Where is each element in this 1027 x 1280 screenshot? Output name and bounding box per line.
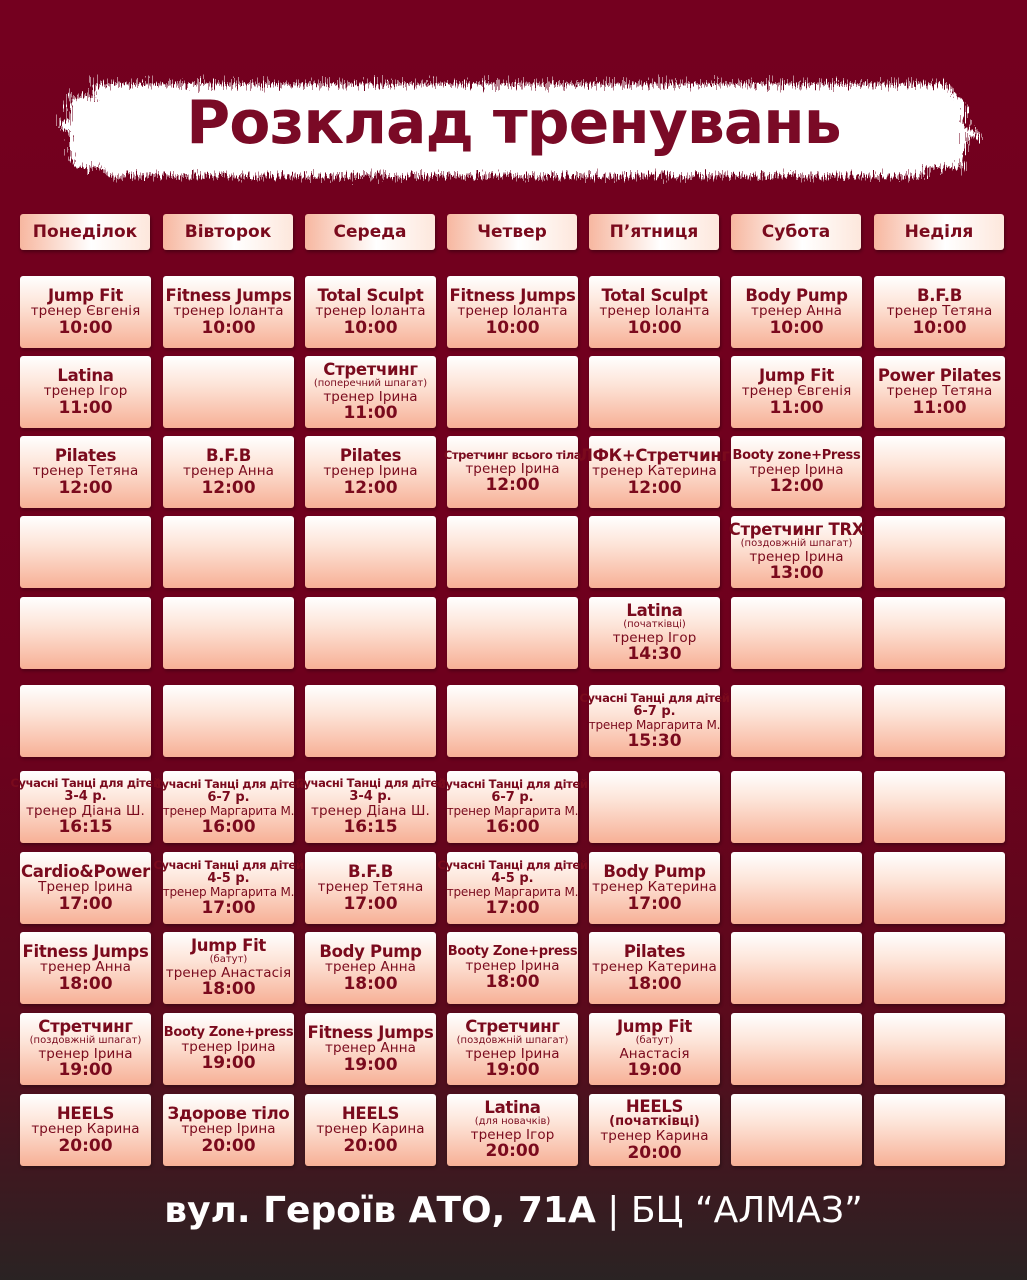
class-slot bbox=[728, 516, 865, 588]
class-name: Body Pump bbox=[319, 941, 422, 961]
street-address: вул. Героїв АТО, 71А bbox=[164, 1190, 596, 1231]
class-slot bbox=[731, 276, 862, 348]
class-name: Сучасні Танці для дітей bbox=[437, 858, 588, 873]
class-note: 3-4 р. bbox=[349, 788, 392, 804]
class-name: ЛФК+Стретчинг bbox=[579, 445, 730, 465]
class-slot bbox=[589, 597, 720, 669]
class-trainer: Анастасія bbox=[619, 1045, 690, 1062]
class-slot bbox=[589, 1094, 720, 1166]
class-name: Pilates bbox=[54, 445, 117, 465]
class-note: 4-5 р. bbox=[207, 870, 250, 886]
class-slot bbox=[874, 276, 1005, 348]
empty-slot bbox=[874, 771, 1005, 843]
class-trainer: тренер Діана Ш. bbox=[26, 802, 145, 819]
class-trainer: тренер Іоланта bbox=[173, 303, 284, 320]
empty-slot bbox=[20, 597, 151, 669]
class-name: B.F.B bbox=[347, 861, 394, 881]
class-time: 19:00 bbox=[485, 1060, 540, 1081]
class-slot bbox=[163, 276, 294, 348]
class-name: Body Pump bbox=[745, 285, 848, 305]
address-separator: | bbox=[607, 1190, 620, 1231]
class-slot bbox=[447, 932, 578, 1004]
class-trainer: тренер Ігор bbox=[43, 383, 128, 400]
class-name: HEELS bbox=[625, 1096, 684, 1116]
business-center-name: БЦ “АЛМАЗ” bbox=[630, 1190, 863, 1231]
class-slot bbox=[589, 932, 720, 1004]
class-slot bbox=[20, 436, 151, 508]
class-time: 12:00 bbox=[485, 475, 540, 496]
day-header-monday: Понеділок bbox=[20, 214, 150, 250]
class-trainer: тренер Євгенія bbox=[741, 383, 852, 400]
class-trainer: тренер Іоланта bbox=[457, 303, 568, 320]
class-slot bbox=[10, 771, 161, 843]
class-trainer: тренер Ірина bbox=[465, 1045, 560, 1062]
class-name: Стретчинг bbox=[465, 1017, 560, 1037]
empty-slot bbox=[447, 516, 578, 588]
class-name: Latina bbox=[57, 365, 114, 385]
class-time: 10:00 bbox=[58, 318, 113, 339]
empty-slot bbox=[305, 597, 436, 669]
class-slot bbox=[153, 852, 304, 924]
class-slot bbox=[305, 932, 436, 1004]
class-time: 16:00 bbox=[485, 816, 540, 837]
class-name: HEELS bbox=[56, 1103, 115, 1123]
class-slot bbox=[163, 1013, 294, 1085]
class-time: 10:00 bbox=[912, 318, 967, 339]
class-trainer: тренер Анна bbox=[751, 303, 842, 320]
class-name: Jump Fit bbox=[190, 936, 267, 956]
class-time: 20:00 bbox=[343, 1136, 398, 1157]
class-slot bbox=[731, 356, 862, 428]
class-time: 17:00 bbox=[485, 897, 540, 918]
class-time: 19:00 bbox=[343, 1055, 398, 1076]
class-name: Сучасні Танці для дітей bbox=[579, 691, 730, 706]
empty-slot bbox=[874, 1094, 1005, 1166]
class-trainer: тренер Ірина bbox=[38, 1045, 133, 1062]
empty-slot bbox=[20, 516, 151, 588]
class-trainer: тренер Анна bbox=[325, 1040, 416, 1057]
class-time: 10:00 bbox=[627, 318, 682, 339]
class-trainer: тренер Ірина bbox=[749, 461, 844, 478]
class-slot bbox=[20, 276, 151, 348]
class-note: (початківці) bbox=[623, 619, 686, 631]
class-name: Pilates bbox=[339, 445, 402, 465]
empty-slot bbox=[874, 516, 1005, 588]
class-time: 18:00 bbox=[58, 974, 113, 995]
class-name: Body Pump bbox=[603, 861, 706, 881]
class-slot bbox=[305, 436, 436, 508]
class-name: Cardio&Power bbox=[21, 861, 150, 881]
class-slot bbox=[305, 852, 436, 924]
class-trainer: тренер Ірина bbox=[465, 460, 560, 477]
class-name: Latina bbox=[626, 601, 683, 621]
class-trainer: тренер Тетяна bbox=[32, 463, 139, 480]
class-name: Booty Zone+press bbox=[163, 1024, 294, 1040]
class-time: 20:00 bbox=[627, 1143, 682, 1164]
class-name: HEELS bbox=[341, 1103, 400, 1123]
class-trainer: тренер Карина bbox=[31, 1121, 140, 1138]
class-slot bbox=[437, 852, 588, 924]
class-trainer: тренер Маргарита М. bbox=[162, 803, 295, 818]
class-name: Стретчинг всього тіла bbox=[443, 448, 582, 463]
empty-slot bbox=[589, 356, 720, 428]
class-name: Fitness Jumps bbox=[449, 285, 576, 305]
class-time: 12:00 bbox=[58, 478, 113, 499]
class-trainer: тренер Ірина bbox=[181, 1038, 276, 1055]
class-time: 16:15 bbox=[343, 817, 398, 838]
class-trainer: тренер Діана Ш. bbox=[311, 802, 430, 819]
class-name: Booty zone+Press bbox=[732, 447, 861, 463]
class-time: 18:00 bbox=[485, 972, 540, 993]
class-slot bbox=[447, 1013, 578, 1085]
class-slot bbox=[163, 436, 294, 508]
class-trainer: тренер Карина bbox=[316, 1121, 425, 1138]
class-time: 14:30 bbox=[627, 644, 682, 665]
day-header-friday: П’ятниця bbox=[589, 214, 719, 250]
empty-slot bbox=[874, 597, 1005, 669]
class-slot bbox=[447, 276, 578, 348]
class-time: 18:00 bbox=[343, 974, 398, 995]
empty-slot bbox=[447, 356, 578, 428]
class-trainer: тренер Ірина bbox=[323, 463, 418, 480]
class-trainer: Тренер Ірина bbox=[38, 879, 133, 896]
class-slot bbox=[447, 1094, 578, 1166]
class-slot bbox=[579, 685, 730, 757]
class-name: Здорове тіло bbox=[167, 1103, 290, 1123]
class-time: 18:00 bbox=[201, 979, 256, 1000]
empty-slot bbox=[874, 852, 1005, 924]
class-trainer: тренер Маргарита М. bbox=[446, 803, 579, 818]
class-trainer: тренер Анастасія bbox=[165, 964, 292, 981]
class-slot bbox=[305, 356, 436, 428]
class-trainer: тренер Тетяна bbox=[886, 383, 993, 400]
class-note: 3-4 р. bbox=[64, 788, 107, 804]
empty-slot bbox=[731, 932, 862, 1004]
day-header-thursday: Четвер bbox=[447, 214, 577, 250]
class-trainer: тренер Карина bbox=[600, 1128, 709, 1145]
class-name: Pilates bbox=[623, 941, 686, 961]
class-note: (поздовжній шпагат) bbox=[740, 538, 853, 550]
empty-slot bbox=[874, 685, 1005, 757]
class-time: 16:00 bbox=[201, 816, 256, 837]
class-slot bbox=[20, 1094, 151, 1166]
class-trainer: тренер Ігор bbox=[612, 629, 697, 646]
address-footer bbox=[0, 1190, 1027, 1231]
class-name: B.F.B bbox=[205, 445, 252, 465]
class-slot bbox=[589, 1013, 720, 1085]
day-header-tuesday: Вівторок bbox=[163, 214, 293, 250]
class-name: Fitness Jumps bbox=[165, 285, 292, 305]
class-slot bbox=[20, 1013, 151, 1085]
class-trainer: тренер Ірина bbox=[749, 548, 844, 565]
empty-slot bbox=[731, 1094, 862, 1166]
class-name: Fitness Jumps bbox=[22, 941, 149, 961]
class-name: Jump Fit bbox=[758, 365, 835, 385]
class-time: 16:15 bbox=[58, 817, 113, 838]
class-slot bbox=[295, 771, 446, 843]
empty-slot bbox=[874, 1013, 1005, 1085]
class-time: 12:00 bbox=[769, 476, 824, 497]
class-slot bbox=[20, 852, 151, 924]
class-name: Total Sculpt bbox=[317, 285, 424, 305]
class-time: 12:00 bbox=[201, 478, 256, 499]
empty-slot bbox=[874, 932, 1005, 1004]
class-trainer: тренер Анна bbox=[325, 959, 416, 976]
class-time: 12:00 bbox=[627, 478, 682, 499]
empty-slot bbox=[731, 597, 862, 669]
class-time: 12:00 bbox=[343, 478, 398, 499]
class-note: 6-7 р. bbox=[633, 703, 676, 719]
class-time: 10:00 bbox=[485, 318, 540, 339]
class-trainer: тренер Ірина bbox=[465, 957, 560, 974]
class-slot bbox=[163, 932, 294, 1004]
empty-slot bbox=[589, 516, 720, 588]
class-trainer: тренер Маргарита М. bbox=[162, 884, 295, 899]
class-slot bbox=[153, 771, 304, 843]
class-name: Стретчинг bbox=[323, 360, 418, 380]
class-name: Сучасні Танці для дітей bbox=[10, 776, 161, 791]
class-time: 11:00 bbox=[769, 398, 824, 419]
class-slot bbox=[437, 771, 588, 843]
class-note: (для новачків) bbox=[474, 1116, 551, 1128]
class-trainer: тренер Євгенія bbox=[30, 303, 141, 320]
class-note: 6-7 р. bbox=[207, 789, 250, 805]
class-note: (батут) bbox=[209, 954, 248, 966]
empty-slot bbox=[305, 516, 436, 588]
class-time: 19:00 bbox=[627, 1060, 682, 1081]
class-name: Jump Fit bbox=[616, 1017, 693, 1037]
class-name: Power Pilates bbox=[877, 365, 1002, 385]
class-note: (початківці) bbox=[609, 1114, 700, 1130]
class-slot bbox=[163, 1094, 294, 1166]
class-time: 10:00 bbox=[769, 318, 824, 339]
day-header-wednesday: Середа bbox=[305, 214, 435, 250]
class-trainer: тренер Катерина bbox=[592, 959, 717, 976]
day-header-saturday: Субота bbox=[731, 214, 861, 250]
class-name: B.F.B bbox=[916, 285, 963, 305]
class-trainer: тренер Катерина bbox=[592, 879, 717, 896]
class-time: 15:30 bbox=[627, 730, 682, 751]
class-trainer: тренер Маргарита М. bbox=[588, 717, 721, 732]
class-name: Сучасні Танці для дітей bbox=[153, 777, 304, 792]
class-note: (поздовжній шпагат) bbox=[456, 1035, 569, 1047]
class-time: 17:00 bbox=[58, 894, 113, 915]
class-trainer: тренер Анна bbox=[40, 959, 131, 976]
empty-slot bbox=[874, 436, 1005, 508]
day-header-sunday: Неділя bbox=[874, 214, 1004, 250]
class-trainer: тренер Катерина bbox=[592, 463, 717, 480]
class-time: 11:00 bbox=[58, 398, 113, 419]
class-time: 20:00 bbox=[201, 1136, 256, 1157]
class-trainer: тренер Анна bbox=[183, 463, 274, 480]
class-note: (поздовжній шпагат) bbox=[29, 1035, 142, 1047]
class-name: Total Sculpt bbox=[601, 285, 708, 305]
class-time: 13:00 bbox=[769, 563, 824, 584]
class-note: (батут) bbox=[635, 1035, 674, 1047]
class-time: 10:00 bbox=[201, 318, 256, 339]
class-time: 18:00 bbox=[627, 974, 682, 995]
class-slot bbox=[20, 356, 151, 428]
class-slot bbox=[589, 852, 720, 924]
class-time: 11:00 bbox=[912, 398, 967, 419]
class-time: 19:00 bbox=[201, 1053, 256, 1074]
class-time: 17:00 bbox=[343, 894, 398, 915]
empty-slot bbox=[731, 771, 862, 843]
class-time: 17:00 bbox=[627, 894, 682, 915]
class-slot bbox=[305, 1013, 436, 1085]
class-trainer: тренер Ігор bbox=[470, 1126, 555, 1143]
class-note: 4-5 р. bbox=[491, 870, 534, 886]
empty-slot bbox=[20, 685, 151, 757]
empty-slot bbox=[163, 597, 294, 669]
class-name: Fitness Jumps bbox=[307, 1022, 434, 1042]
class-time: 10:00 bbox=[343, 318, 398, 339]
class-trainer: тренер Тетяна bbox=[317, 879, 424, 896]
class-time: 11:00 bbox=[343, 403, 398, 424]
class-trainer: тренер Ірина bbox=[323, 388, 418, 405]
empty-slot bbox=[731, 852, 862, 924]
class-slot bbox=[731, 436, 862, 508]
class-trainer: тренер Іоланта bbox=[315, 303, 426, 320]
page-title: Розклад тренувань bbox=[186, 88, 841, 158]
empty-slot bbox=[731, 1013, 862, 1085]
empty-slot bbox=[589, 771, 720, 843]
empty-slot bbox=[447, 597, 578, 669]
class-time: 20:00 bbox=[58, 1136, 113, 1157]
class-name: Jump Fit bbox=[47, 285, 124, 305]
empty-slot bbox=[163, 685, 294, 757]
empty-slot bbox=[305, 685, 436, 757]
class-time: 17:00 bbox=[201, 897, 256, 918]
class-trainer: тренер Іоланта bbox=[599, 303, 710, 320]
class-name: Latina bbox=[484, 1098, 541, 1118]
class-note: (поперечний шпагат) bbox=[313, 378, 428, 390]
class-slot bbox=[874, 356, 1005, 428]
class-name: Booty Zone+press bbox=[447, 943, 578, 959]
class-name: Сучасні Танці для дітей bbox=[295, 776, 446, 791]
class-slot bbox=[305, 276, 436, 348]
class-note: 6-7 р. bbox=[491, 789, 534, 805]
class-name: Сучасні Танці для дітей bbox=[437, 777, 588, 792]
class-trainer: тренер Маргарита М. bbox=[446, 884, 579, 899]
class-name: Сучасні Танці для дітей bbox=[153, 858, 304, 873]
empty-slot bbox=[163, 516, 294, 588]
class-name: Стретчинг TRX bbox=[728, 520, 865, 540]
class-slot bbox=[305, 1094, 436, 1166]
class-time: 19:00 bbox=[58, 1060, 113, 1081]
class-slot bbox=[443, 436, 582, 508]
empty-slot bbox=[447, 685, 578, 757]
class-trainer: тренер Ірина bbox=[181, 1121, 276, 1138]
class-name: Стретчинг bbox=[38, 1017, 133, 1037]
empty-slot bbox=[163, 356, 294, 428]
class-slot bbox=[579, 436, 730, 508]
empty-slot bbox=[731, 685, 862, 757]
class-slot bbox=[20, 932, 151, 1004]
class-slot bbox=[589, 276, 720, 348]
class-time: 20:00 bbox=[485, 1141, 540, 1162]
class-trainer: тренер Тетяна bbox=[886, 303, 993, 320]
